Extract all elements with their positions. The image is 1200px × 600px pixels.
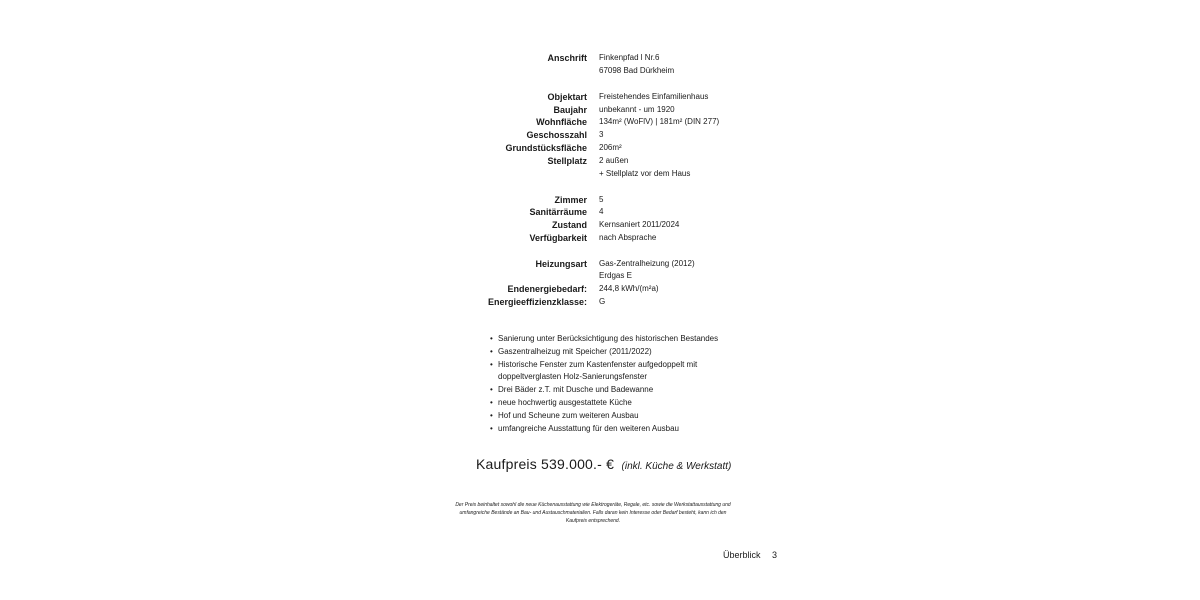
detail-value-heizungsart-fuel: Erdgas E bbox=[599, 271, 632, 280]
bullet-icon: • bbox=[490, 334, 493, 343]
list-item bbox=[490, 333, 730, 346]
list-item bbox=[490, 410, 730, 423]
page-number: 3 bbox=[772, 550, 778, 560]
detail-label-grundstuecksflaeche: Grundstücksfläche bbox=[505, 143, 587, 153]
detail-label-baujahr: Baujahr bbox=[553, 105, 587, 115]
detail-label-energieeffizienzklasse: Energieeffizienzklasse: bbox=[487, 297, 587, 307]
price-note: (inkl. Küche & Werkstatt) bbox=[621, 461, 732, 472]
detail-label-verfuegbarkeit: Verfügbarkeit bbox=[529, 233, 587, 243]
detail-label-stellplatz: Stellplatz bbox=[547, 156, 587, 166]
detail-label-heizungsart: Heizungsart bbox=[535, 259, 587, 269]
feature-text: Gaszentralheizug mit Speicher (2011/2022) bbox=[498, 346, 652, 356]
detail-label-zimmer: Zimmer bbox=[554, 195, 587, 205]
price-disclaimer: Der Preis beinhaltet sowohl die neue Küchenausstattung wie Elektrogeräte, Regale, etc. sowie die Werkstattausstattung und umfangreiche Bestände an Bau- und Austauschmaterialien. Falls daran kein Interesse oder Bedarf besteht, kann ich den Kaufpreis entsprechend. bbox=[455, 502, 731, 524]
detail-label-endenergiebedarf: Endenergiebedarf: bbox=[507, 284, 587, 294]
detail-value-baujahr: unbekannt - um 1920 bbox=[599, 105, 675, 114]
feature-text: Sanierung unter Berücksichtigung des historischen Bestandes bbox=[498, 334, 719, 343]
list-item bbox=[490, 397, 730, 410]
price-line bbox=[476, 453, 731, 478]
detail-value-energieeffizienzklasse: G bbox=[599, 297, 606, 306]
feature-text: Historische Fenster zum Kastenfenster aufgedoppelt mit doppeltverglasten Holz-Sanierungsfenster bbox=[498, 359, 698, 382]
detail-label-wohnflaeche: Wohnfläche bbox=[536, 117, 587, 127]
detail-value-geschosszahl: 3 bbox=[599, 130, 604, 139]
detail-value-stellplatz-front: + Stellplatz vor dem Haus bbox=[599, 169, 691, 178]
detail-label-geschosszahl: Geschosszahl bbox=[526, 130, 587, 140]
detail-value-grundstuecksflaeche: 206m² bbox=[599, 143, 622, 152]
detail-value-heizungsart: Gas-Zentralheizung (2012) bbox=[599, 259, 695, 268]
feature-list bbox=[490, 333, 730, 435]
detail-value-endenergiebedarf: 244,8 kWh/(m²a) bbox=[599, 284, 659, 293]
feature-text: neue hochwertig ausgestattete Küche bbox=[498, 397, 632, 407]
detail-value-anschrift-street: Finkenpfad l Nr.6 bbox=[599, 53, 660, 62]
bullet-icon: • bbox=[490, 423, 493, 433]
detail-label-zustand: Zustand bbox=[552, 220, 587, 230]
list-item bbox=[490, 384, 730, 397]
bullet-icon: • bbox=[490, 410, 493, 420]
detail-label-anschrift: Anschrift bbox=[547, 53, 587, 63]
detail-value-sanitaerraeume: 4 bbox=[599, 207, 604, 216]
bullet-icon: • bbox=[490, 346, 493, 356]
list-item bbox=[490, 359, 730, 385]
feature-text: Hof und Scheune zum weiteren Ausbau bbox=[498, 410, 639, 420]
price-label: Kaufpreis 539.000.- € bbox=[476, 456, 615, 472]
feature-text: umfangreiche Ausstattung für den weiteren Ausbau bbox=[498, 423, 680, 433]
list-item bbox=[490, 346, 730, 359]
list-item bbox=[490, 423, 730, 436]
detail-value-objektart: Freistehendes Einfamilienhaus bbox=[599, 92, 709, 101]
overview-link[interactable]: Überblick bbox=[723, 550, 761, 560]
detail-value-wohnflaeche: 134m² (WoFlV) | 181m² (DIN 277) bbox=[599, 117, 720, 126]
detail-value-verfuegbarkeit: nach Absprache bbox=[599, 233, 657, 242]
detail-value-zustand: Kernsaniert 2011/2024 bbox=[599, 220, 680, 229]
bullet-icon: • bbox=[490, 359, 493, 369]
bullet-icon: • bbox=[490, 397, 493, 407]
bullet-icon: • bbox=[490, 385, 493, 395]
detail-label-sanitaerraeume: Sanitärräume bbox=[529, 207, 587, 217]
detail-value-zimmer: 5 bbox=[599, 195, 604, 204]
detail-value-anschrift-city: 67098 Bad Dürkheim bbox=[599, 66, 675, 75]
detail-label-objektart: Objektart bbox=[547, 92, 587, 102]
feature-text: Drei Bäder z.T. mit Dusche und Badewanne bbox=[498, 385, 654, 395]
detail-value-stellplatz-outside: 2 außen bbox=[599, 156, 629, 165]
